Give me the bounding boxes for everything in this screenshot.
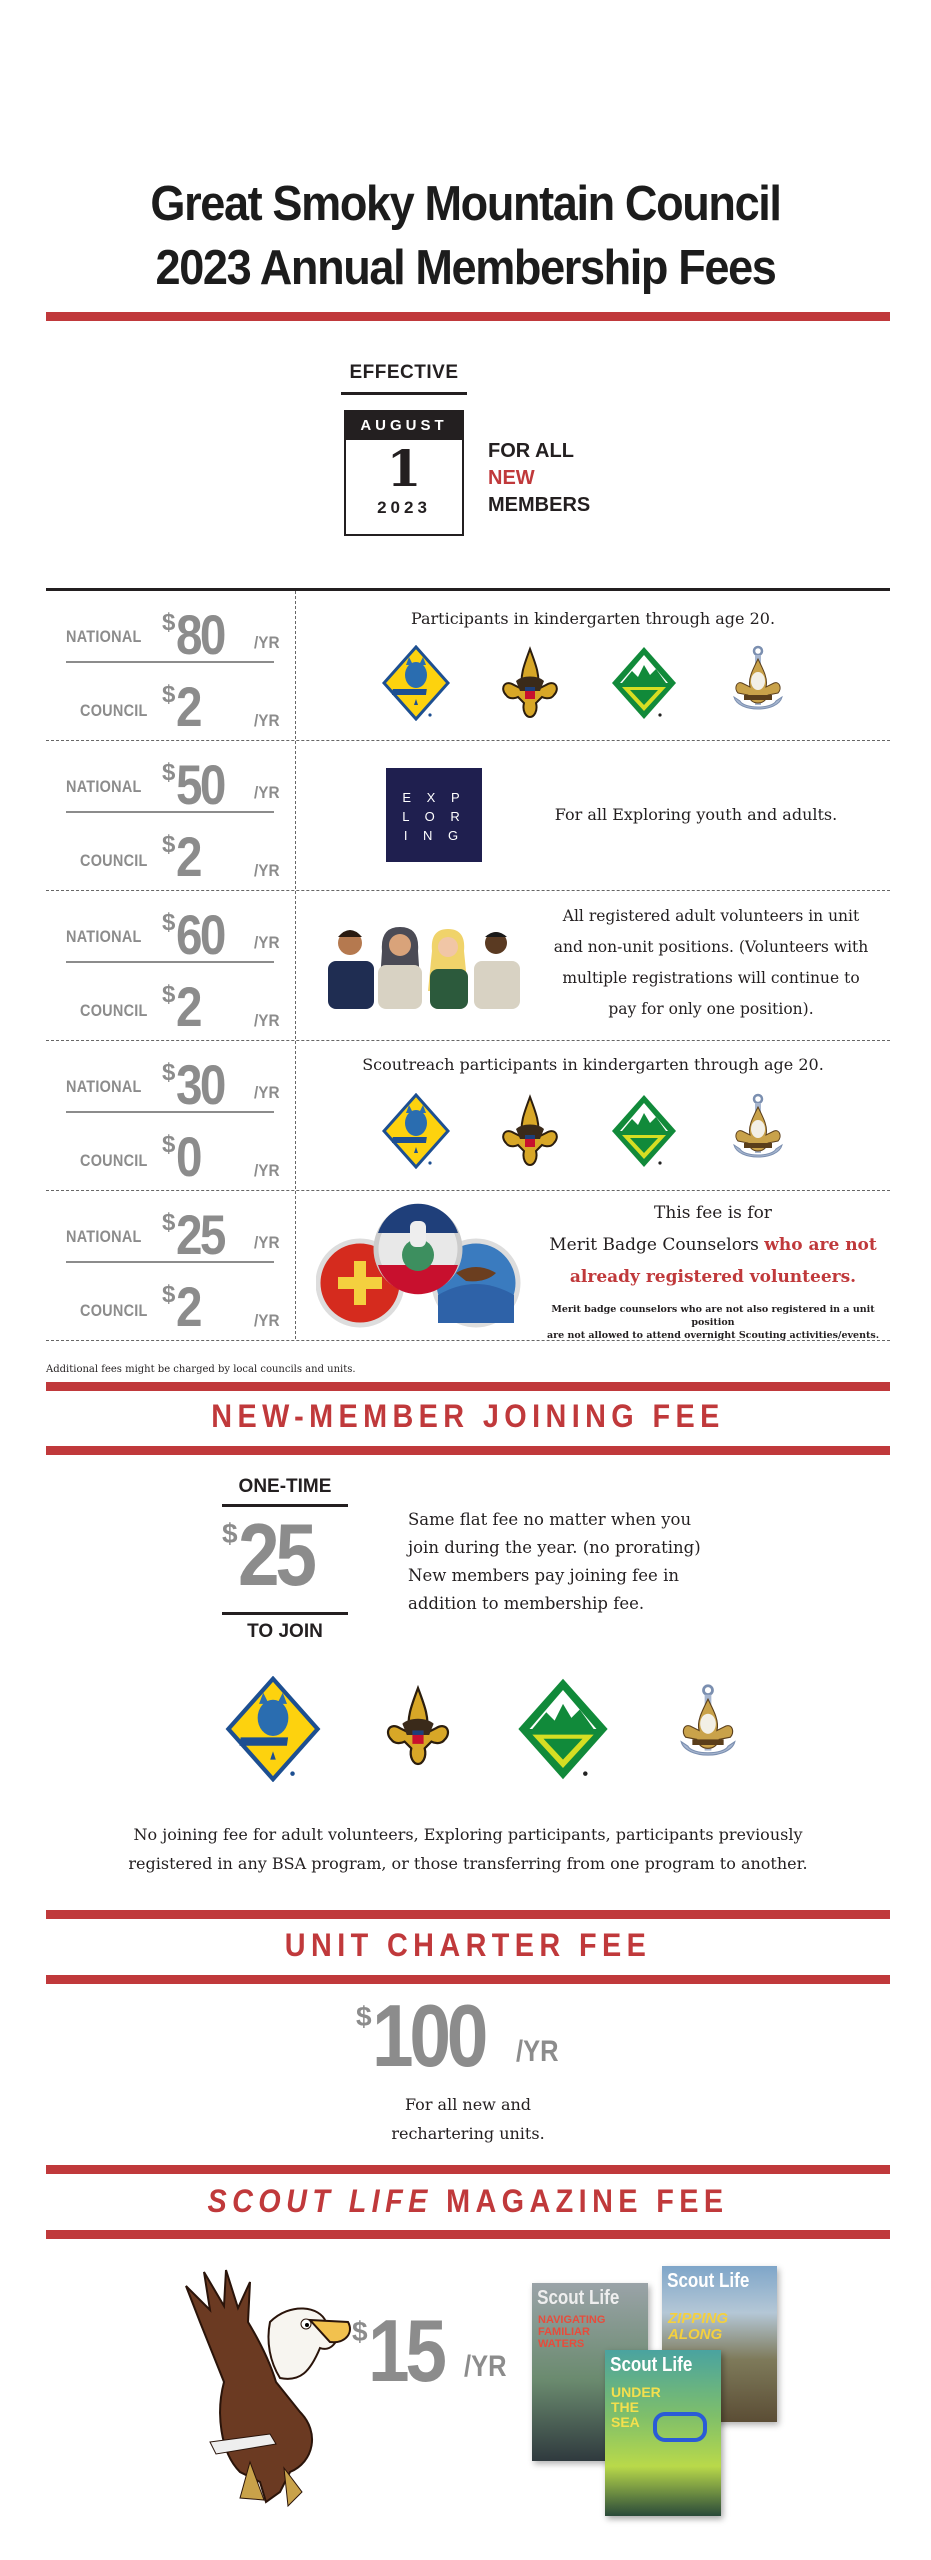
note-line: registered in any BSA program, or those transferring from one program to another.: [128, 1854, 808, 1873]
description-line: This fee is for: [654, 1203, 772, 1223]
section-divider: [46, 1975, 890, 1984]
cover-headline: UNDER THE SEA: [611, 2384, 661, 2430]
national-fee: [66, 599, 280, 666]
fee-amounts: [46, 1191, 295, 1341]
note-line: No joining fee for adult volunteers, Exploring participants, participants previously: [133, 1825, 803, 1844]
magazine-fee-amount: [352, 2301, 532, 2400]
fine-print: [536, 1303, 890, 1342]
cub-scouts-emblem-icon: [222, 1676, 324, 1782]
description-line: Same flat fee no matter when you: [408, 1510, 692, 1529]
national-label: NATIONAL: [66, 777, 142, 796]
effective-label: EFFECTIVE: [341, 362, 467, 395]
heading-text: MAGAZINE FEE: [432, 2183, 729, 2219]
row-description: [536, 1197, 890, 1293]
title-line-1: Great Smoky Mountain Council: [150, 177, 781, 231]
cover-headline: NAVIGATING FAMILIAR WATERS: [538, 2314, 606, 2350]
members-text: MEMBERS: [488, 494, 591, 516]
description-line: and non-unit positions. (Volunteers with: [553, 938, 869, 956]
council-label: COUNCIL: [80, 1001, 148, 1020]
council-amount: 0: [176, 1125, 200, 1188]
council-fee: [66, 1121, 280, 1188]
title-line-2: 2023 Annual Membership Fees: [155, 241, 776, 295]
adult-volunteers-illustration: [316, 921, 526, 1009]
cover-masthead: Scout Life: [667, 2270, 750, 2292]
national-fee: [66, 1049, 280, 1116]
description-emphasis: who are not: [764, 1235, 877, 1255]
row-description: Participants in kindergarten through age 20.: [410, 609, 776, 628]
per-year: /YR: [254, 861, 280, 880]
description-line: multiple registrations will continue to: [562, 969, 860, 987]
section-divider: [46, 2230, 890, 2239]
magazine-name: SCOUT LIFE: [207, 2183, 433, 2219]
sea-scouts-emblem-icon: [670, 1676, 746, 1776]
magazine-cover: [605, 2350, 721, 2516]
currency-symbol: $: [356, 2001, 372, 2032]
row-description: [536, 901, 886, 1025]
council-fee: [66, 671, 280, 738]
scouts-bsa-emblem-icon: [496, 1093, 564, 1169]
for-all-text: FOR ALL: [488, 440, 574, 462]
currency-symbol: $: [352, 2316, 368, 2347]
national-amount: 80: [176, 603, 224, 666]
per-year: /YR: [254, 1161, 280, 1180]
charter-fee-amount: [356, 1986, 586, 2085]
council-label: COUNCIL: [80, 1151, 148, 1170]
per-year: /YR: [254, 1233, 280, 1252]
per-year: /YR: [254, 633, 280, 652]
charter-fee-description: [46, 2090, 890, 2148]
national-amount: 60: [176, 903, 224, 966]
section-divider: [46, 2165, 890, 2174]
one-time-label: ONE-TIME: [222, 1476, 348, 1507]
description-line: addition to membership fee.: [408, 1594, 645, 1613]
calendar-icon: [344, 410, 464, 536]
new-text: NEW: [488, 467, 535, 489]
national-fee: [66, 899, 280, 966]
sea-scouts-emblem-icon: [724, 1093, 792, 1169]
per-year: /YR: [464, 2350, 507, 2383]
fee-row-merit-badge-counselors: [46, 1191, 890, 1341]
exploring-logo-line: L O R: [402, 809, 466, 824]
to-join-label: TO JOIN: [222, 1612, 348, 1643]
description-line: rechartering units.: [391, 2124, 545, 2143]
per-year: /YR: [254, 933, 280, 952]
joining-fee-description: [408, 1506, 728, 1618]
charter-amount: 100: [372, 1986, 485, 2085]
national-fee: [66, 749, 280, 816]
section-divider: [46, 1382, 890, 1391]
calendar-day: 1: [386, 439, 422, 498]
national-label: NATIONAL: [66, 927, 142, 946]
venturing-emblem-icon: [512, 1676, 614, 1782]
national-label: NATIONAL: [66, 627, 142, 646]
description-text: Merit Badge Counselors: [549, 1235, 765, 1255]
national-amount: 25: [176, 1203, 224, 1266]
fee-amounts: [46, 591, 295, 741]
cub-scouts-emblem-icon: [382, 1093, 450, 1169]
per-year: /YR: [254, 1011, 280, 1030]
currency-symbol: $: [162, 1059, 176, 1086]
cover-masthead: Scout Life: [610, 2354, 693, 2376]
footnote: Additional fees might be charged by local councils and units.: [46, 1364, 356, 1375]
joining-fee-heading: NEW-MEMBER JOINING FEE: [211, 1398, 725, 1434]
fee-amounts: [46, 741, 295, 891]
description-line: pay for only one position).: [608, 1000, 814, 1018]
joining-fee-exemption-note: [46, 1820, 890, 1878]
section-divider: [46, 1446, 890, 1455]
national-amount: 30: [176, 1053, 224, 1116]
national-label: NATIONAL: [66, 1227, 142, 1246]
per-year: /YR: [254, 1083, 280, 1102]
council-amount: 2: [176, 975, 200, 1038]
page-title: [37, 172, 894, 300]
merit-badges-illustration: [316, 1203, 526, 1333]
currency-symbol: $: [162, 909, 176, 936]
national-fee: [66, 1199, 280, 1266]
description-emphasis: already registered volunteers.: [569, 1267, 857, 1287]
council-label: COUNCIL: [80, 851, 148, 870]
exploring-logo-line: E X P: [402, 790, 466, 805]
snorkel-mask-icon: [653, 2412, 707, 2442]
charter-fee-heading: UNIT CHARTER FEE: [284, 1927, 652, 1963]
council-label: COUNCIL: [80, 701, 148, 720]
fee-row-scoutreach: [46, 1041, 890, 1191]
title-divider: [46, 312, 890, 321]
program-emblems: [382, 1093, 792, 1169]
scouts-bsa-emblem-icon: [496, 645, 564, 721]
council-fee: [66, 821, 280, 888]
description-line: New members pay joining fee in: [408, 1566, 679, 1585]
currency-symbol: $: [162, 759, 176, 786]
currency-symbol: $: [162, 831, 176, 858]
currency-symbol: $: [222, 1518, 238, 1549]
currency-symbol: $: [162, 1281, 176, 1308]
fee-amounts: [46, 1041, 295, 1191]
description-line: All registered adult volunteers in unit: [562, 907, 860, 925]
exploring-logo-icon: [386, 768, 482, 862]
cover-headline: ZIPPING ALONG: [668, 2310, 729, 2343]
sea-scouts-emblem-icon: [724, 645, 792, 721]
cub-scouts-emblem-icon: [382, 645, 450, 721]
venturing-emblem-icon: [610, 1093, 678, 1169]
section-divider: [46, 1910, 890, 1919]
description-line: [536, 1229, 890, 1261]
fee-row-exploring: [46, 741, 890, 891]
council-label: COUNCIL: [80, 1301, 148, 1320]
council-amount: 2: [176, 825, 200, 888]
council-fee: [66, 1271, 280, 1338]
per-year: /YR: [254, 711, 280, 730]
council-amount: 2: [176, 1275, 200, 1338]
fee-row-youth: [46, 591, 890, 741]
row-description: For all Exploring youth and adults.: [554, 805, 838, 824]
row-description: Scoutreach participants in kindergarten through age 20.: [362, 1055, 824, 1074]
currency-symbol: $: [162, 981, 176, 1008]
council-fee: [66, 971, 280, 1038]
exploring-logo-line: I N G: [403, 828, 465, 843]
description-line: For all new and: [404, 2095, 532, 2114]
currency-symbol: $: [162, 1131, 176, 1158]
national-amount: 50: [176, 753, 224, 816]
fee-amounts: [46, 891, 295, 1041]
magazine-amount: 15: [368, 2301, 443, 2400]
program-emblems: [382, 645, 792, 721]
fee-row-adult-volunteers: [46, 891, 890, 1041]
national-label: NATIONAL: [66, 1077, 142, 1096]
calendar-month: AUGUST: [346, 412, 462, 440]
for-all-new-members: [488, 438, 590, 519]
eagle-mascot-illustration: [180, 2262, 380, 2512]
magazine-fee-heading: [88, 2183, 848, 2220]
currency-symbol: $: [162, 1209, 176, 1236]
calendar-year: 2023: [377, 498, 431, 517]
per-year: /YR: [516, 2035, 559, 2068]
fine-print-line: Merit badge counselors who are not also registered in a unit position: [551, 1304, 875, 1328]
joining-amount: 25: [238, 1505, 313, 1604]
council-amount: 2: [176, 675, 200, 738]
fine-print-line: are not allowed to attend overnight Scouting activities/events.: [546, 1330, 880, 1341]
cover-masthead: Scout Life: [537, 2287, 620, 2309]
scouts-bsa-emblem-icon: [380, 1676, 456, 1776]
joining-fee-amount: [220, 1505, 350, 1604]
joining-fee-emblems: [222, 1676, 746, 1782]
currency-symbol: $: [162, 681, 176, 708]
description-line: join during the year. (no prorating): [408, 1538, 701, 1557]
per-year: /YR: [254, 1311, 280, 1330]
per-year: /YR: [254, 783, 280, 802]
currency-symbol: $: [162, 609, 176, 636]
venturing-emblem-icon: [610, 645, 678, 721]
